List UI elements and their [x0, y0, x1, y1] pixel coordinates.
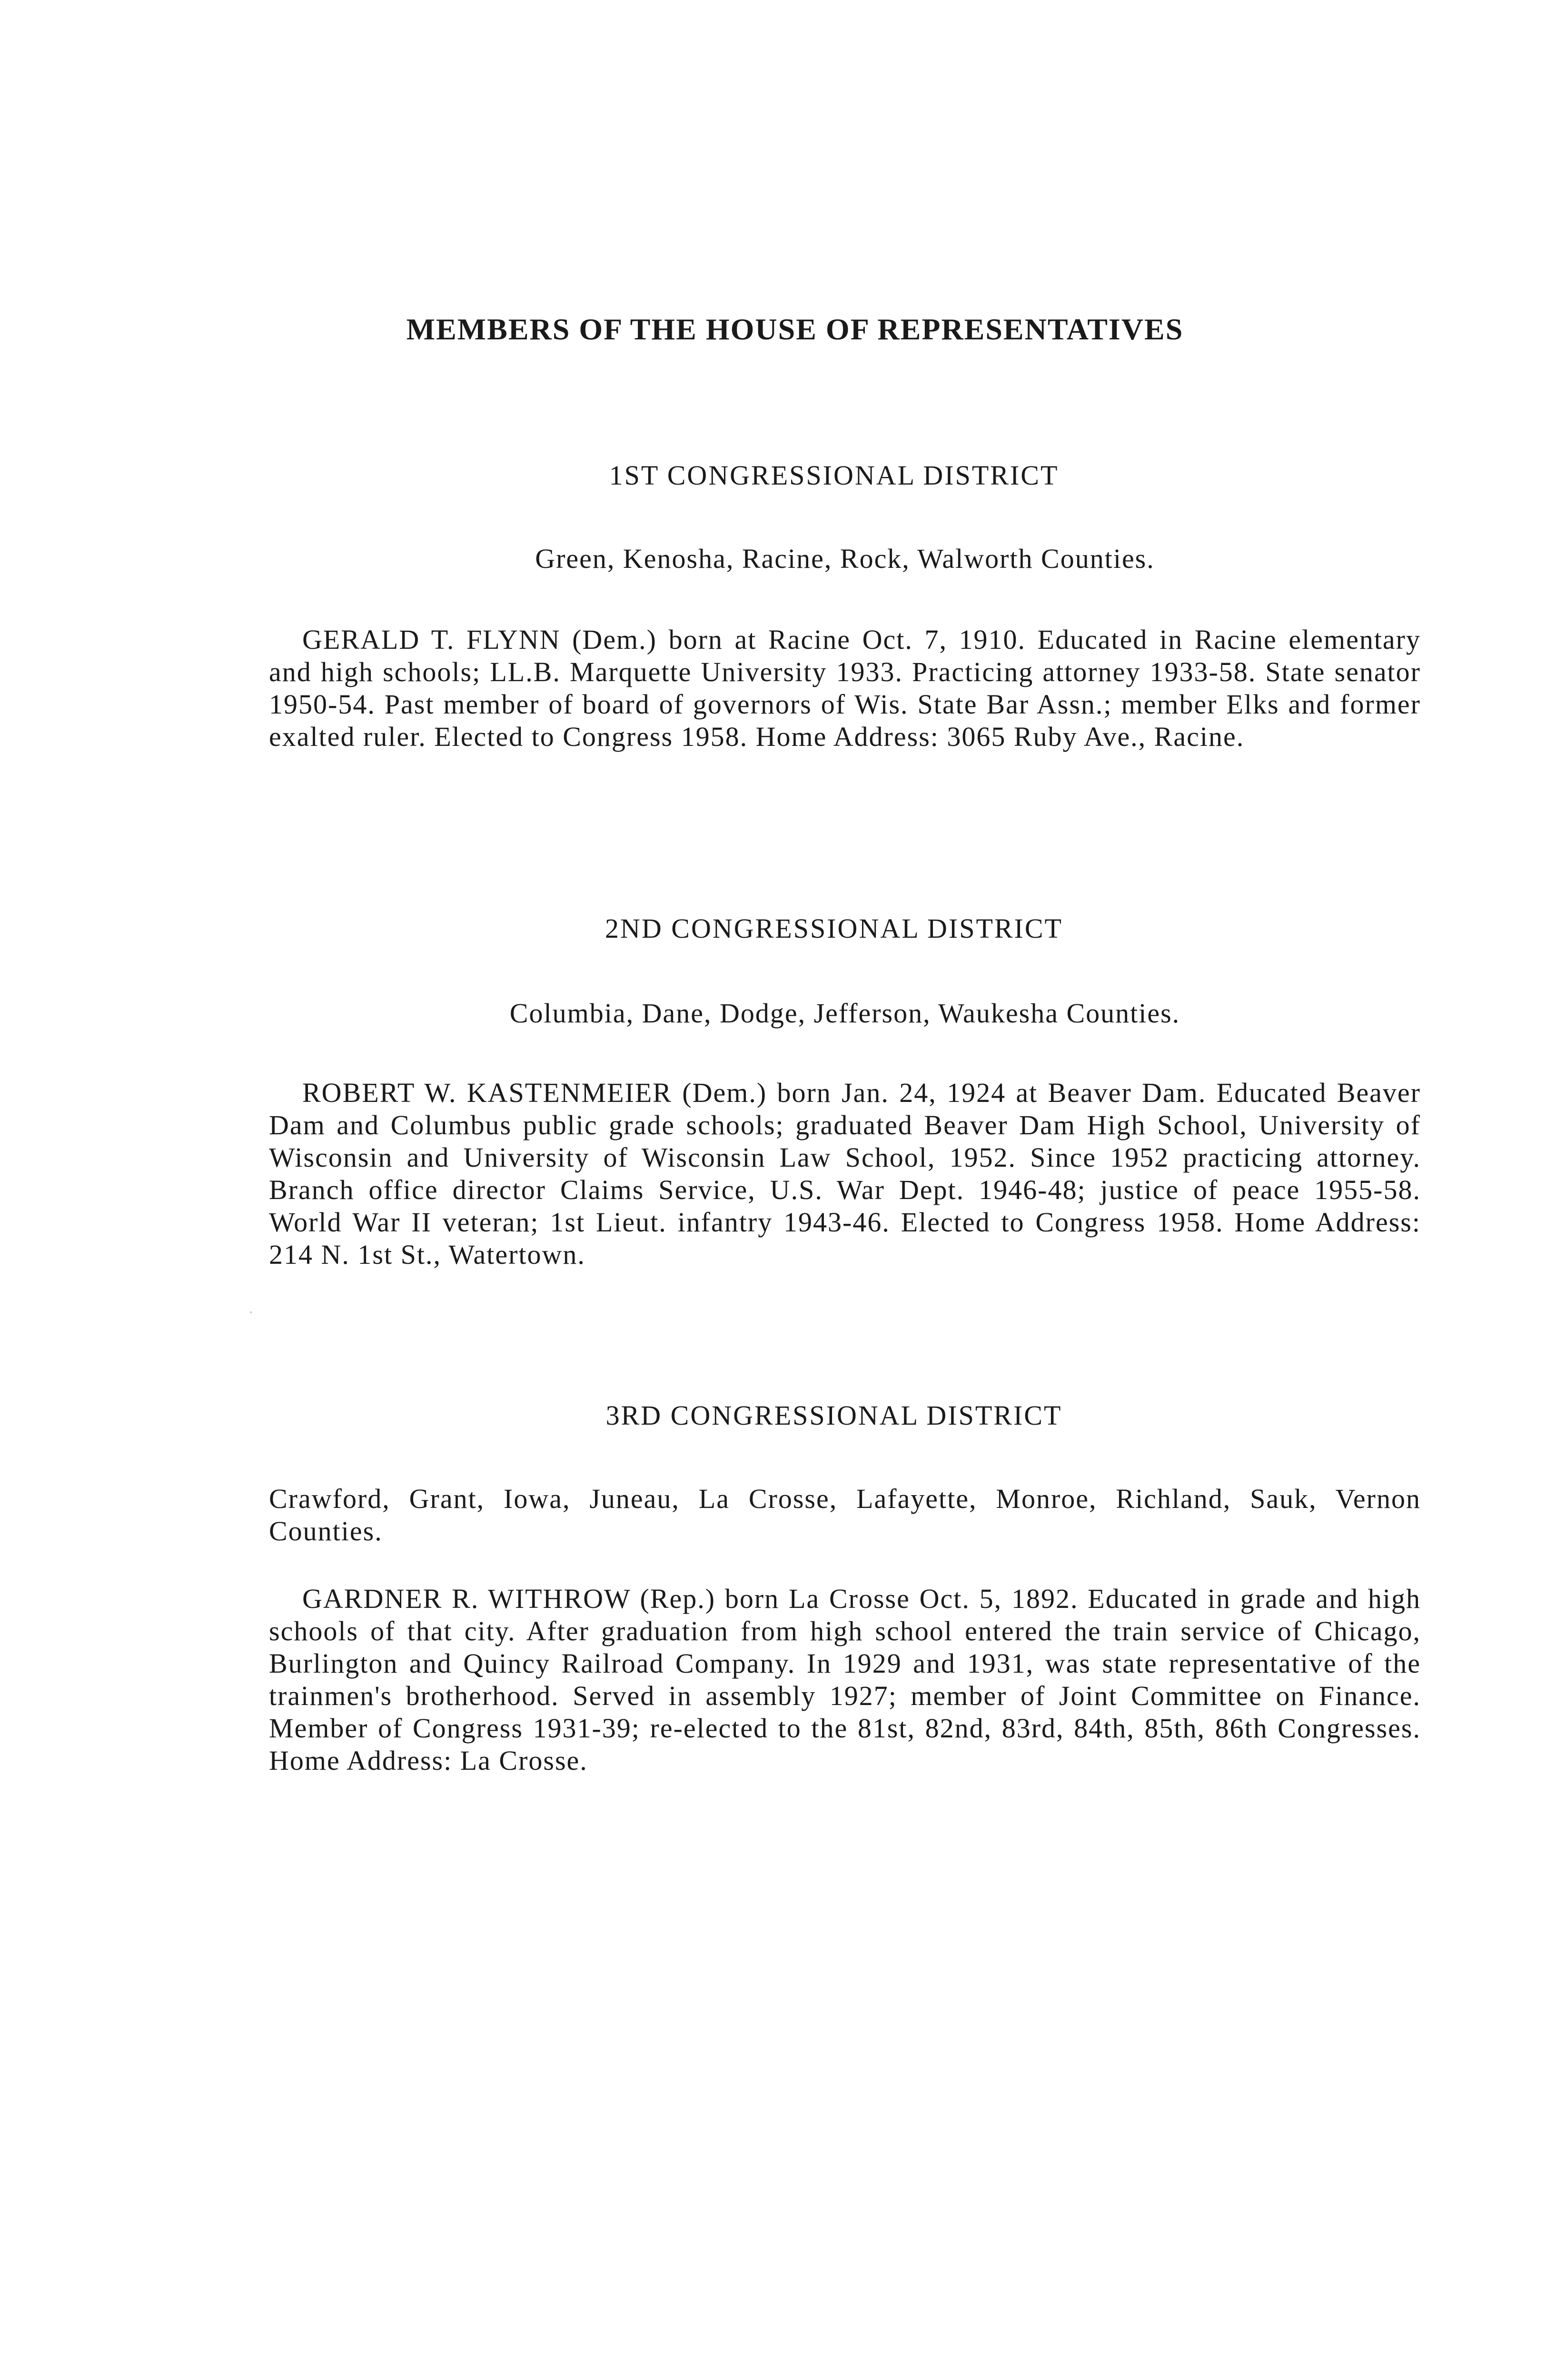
district-counties-1: Green, Kenosha, Racine, Rock, Walworth Counties.	[535, 543, 1155, 574]
member-bio-kastenmeier: ROBERT W. KASTENMEIER (Dem.) born Jan. 24, 1924 at Beaver Dam. Educated Beaver Dam and Columbus public grade schools; graduated Beaver Dam High School, University of Wisconsin and University of Wisconsin Law School, 1952. Since 1952 practicing attorney. Branch office director Claims Service, U.S. War Dept. 1946-48; justice of peace 1955-58. World War II veteran; 1st Lieut. infantry 1943-46. Elected to Congress 1958. Home Address: 214 N. 1st St., Watertown.	[269, 1077, 1421, 1270]
scan-speck	[250, 1311, 252, 1313]
district-heading-3: 3RD CONGRESSIONAL DISTRICT	[605, 1400, 1062, 1431]
district-heading-1: 1ST CONGRESSIONAL DISTRICT	[609, 460, 1059, 491]
district-counties-3: Crawford, Grant, Iowa, Juneau, La Crosse, Lafayette, Monroe, Richland, Sauk, Vernon Counties.	[269, 1483, 1421, 1547]
page-title: MEMBERS OF THE HOUSE OF REPRESENTATIVES	[406, 312, 1184, 346]
district-counties-2: Columbia, Dane, Dodge, Jefferson, Waukesha Counties.	[509, 998, 1180, 1029]
member-bio-withrow: GARDNER R. WITHROW (Rep.) born La Crosse Oct. 5, 1892. Educated in grade and high schools of that city. After graduation from high school entered the train service of Chicago, Burlington and Quincy Railroad Company. In 1929 and 1931, was state representative of the trainmen's brotherhood. Served in assembly 1927; member of Joint Committee on Finance. Member of Congress 1931-39; re-elected to the 81st, 82nd, 83rd, 84th, 85th, 86th Congresses. Home Address: La Crosse.	[269, 1583, 1421, 1776]
member-bio-flynn: GERALD T. FLYNN (Dem.) born at Racine Oct. 7, 1910. Educated in Racine elementary and high schools; LL.B. Marquette University 1933. Practicing attorney 1933-58. State senator 1950-54. Past member of board of governors of Wis. State Bar Assn.; member Elks and former exalted ruler. Elected to Congress 1958. Home Address: 3065 Ruby Ave., Racine.	[269, 624, 1421, 752]
district-heading-2: 2ND CONGRESSIONAL DISTRICT	[605, 913, 1063, 944]
